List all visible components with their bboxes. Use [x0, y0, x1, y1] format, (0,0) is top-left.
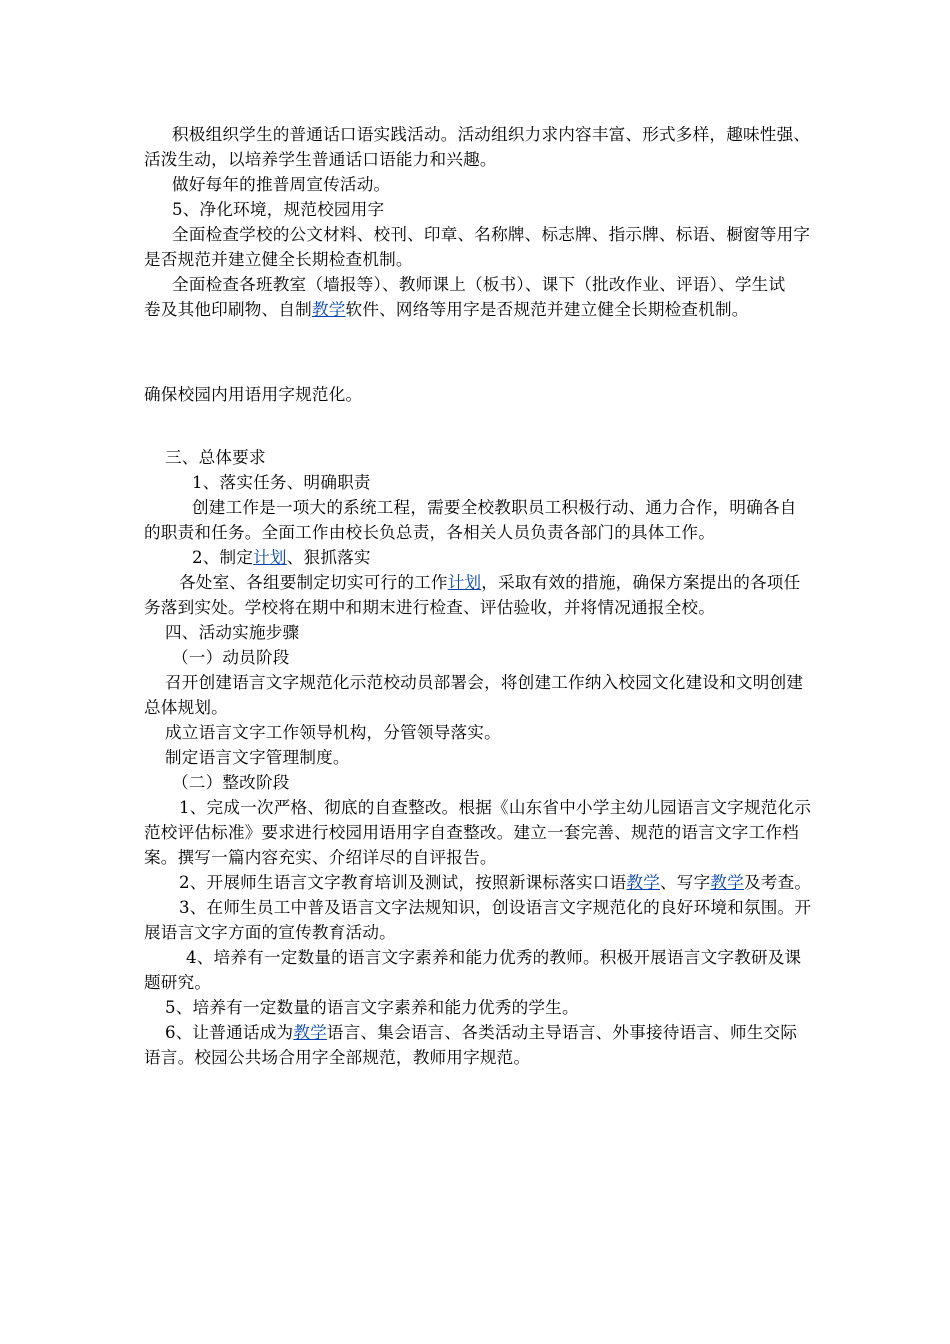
teaching-link[interactable]: 教学: [311, 300, 346, 319]
section-heading-general-requirements: 三、总体要求: [165, 448, 266, 467]
document-body: [144, 122, 812, 1070]
text-segment: 语言、集会语言、各类活动主导语言、外事接待语言、师生交际语言。校园公共场合用字全部规范，教师用字规范。: [144, 1023, 798, 1067]
text-segment: 软件、网络等用字是否规范并建立健全长期检查机制。: [345, 300, 749, 319]
paragraph-check-printed-materials: [144, 297, 812, 322]
paragraph-check-classrooms: 全面检查各班教室（墙报等）、教师课上（板书）、课下（批改作业、评语）、学生试: [172, 275, 786, 294]
stage-heading-rectification: （二）整改阶段: [172, 773, 290, 792]
plan-link[interactable]: 计划: [447, 573, 482, 592]
item-putonghua-language: [144, 1020, 812, 1070]
paragraph-promotion-week: 做好每年的推普周宣传活动。: [172, 175, 391, 194]
item-law-knowledge: 3、在师生员工中普及语言文字法规知识，创设语言文字规范化的良好环境和氛围。开展语言文字方面的宣传教育活动。: [144, 898, 812, 942]
item-train-students: 5、培养有一定数量的语言文字素养和能力优秀的学生。: [165, 998, 579, 1017]
paragraph-check-school-materials: 全面检查学校的公文材料、校刊、印章、名称牌、标志牌、指示牌、标语、橱窗等用字是否规范并建立健全长期检查机制。: [144, 225, 811, 269]
text-segment: 2、开展师生语言文字教育培训及测试，按照新课标落实口语: [179, 873, 627, 892]
plan-link[interactable]: 计划: [253, 548, 287, 567]
text-segment: 、狠抓落实: [286, 548, 371, 567]
text-segment: 卷及其他印刷物、自制: [144, 300, 312, 319]
paragraph-management-system: 制定语言文字管理制度。: [165, 748, 350, 767]
paragraph-system-engineering: 创建工作是一项大的系统工程，需要全校教职员工积极行动、通力合作，明确各自的职责和任务。全面工作由校长负总责，各相关人员负责各部门的具体工作。: [144, 498, 797, 542]
stage-heading-mobilization: （一）动员阶段: [172, 648, 290, 667]
subheading-implement-tasks: 1、落实任务、明确职责: [192, 473, 371, 492]
text-segment: 2、制定: [192, 548, 254, 567]
item-training-testing: [144, 870, 812, 895]
text-segment: 及考查。: [743, 873, 812, 892]
paragraph-ensure-standardization: 确保校园内用语用字规范化。: [144, 385, 363, 404]
paragraph-departments-plans: [144, 570, 812, 620]
spacer: [144, 407, 812, 445]
subheading-make-plans: [144, 545, 812, 570]
section-heading-implementation-steps: 四、活动实施步骤: [165, 623, 300, 642]
paragraph-putonghua-activities: 积极组织学生的普通话口语实践活动。活动组织力求内容丰富、形式多样，趣味性强、活泼生动，以培养学生普通话口语能力和兴趣。: [144, 125, 811, 169]
item-train-teachers: 4、培养有一定数量的语言文字素养和能力优秀的教师。积极开展语言文字教研及课题研究。: [144, 948, 802, 992]
teaching-link[interactable]: 教学: [293, 1023, 327, 1042]
text-segment: 各处室、各组要制定切实可行的工作: [179, 573, 448, 592]
paragraph-mobilization-meeting: 召开创建语言文字规范化示范校动员部署会，将创建工作纳入校园文化建设和文明创建总体规划。: [144, 673, 804, 717]
text-segment: 6、让普通话成为: [165, 1023, 294, 1042]
subheading-purify-environment: 5、净化环境，规范校园用字: [172, 200, 385, 219]
text-segment: ，采取有效的措施，确保方案提出的各项任务落到实处。学校将在期中和期末进行检查、评估验收，并将情况通报全校。: [144, 573, 801, 617]
spacer: [144, 322, 812, 382]
text-segment: 、写字: [660, 873, 711, 892]
item-self-check: 1、完成一次严格、彻底的自查整改。根据《山东省中小学主幼儿园语言文字规范化示范校评估标准》要求进行校园用语用字自查整改。建立一套完善、规范的语言文字工作档案。撰写一篇内容充实、介绍详尽的自评报告。: [144, 798, 812, 867]
teaching-link[interactable]: 教学: [710, 873, 744, 892]
teaching-link[interactable]: 教学: [626, 873, 660, 892]
paragraph-leadership-agency: 成立语言文字工作领导机构，分管领导落实。: [165, 723, 501, 742]
